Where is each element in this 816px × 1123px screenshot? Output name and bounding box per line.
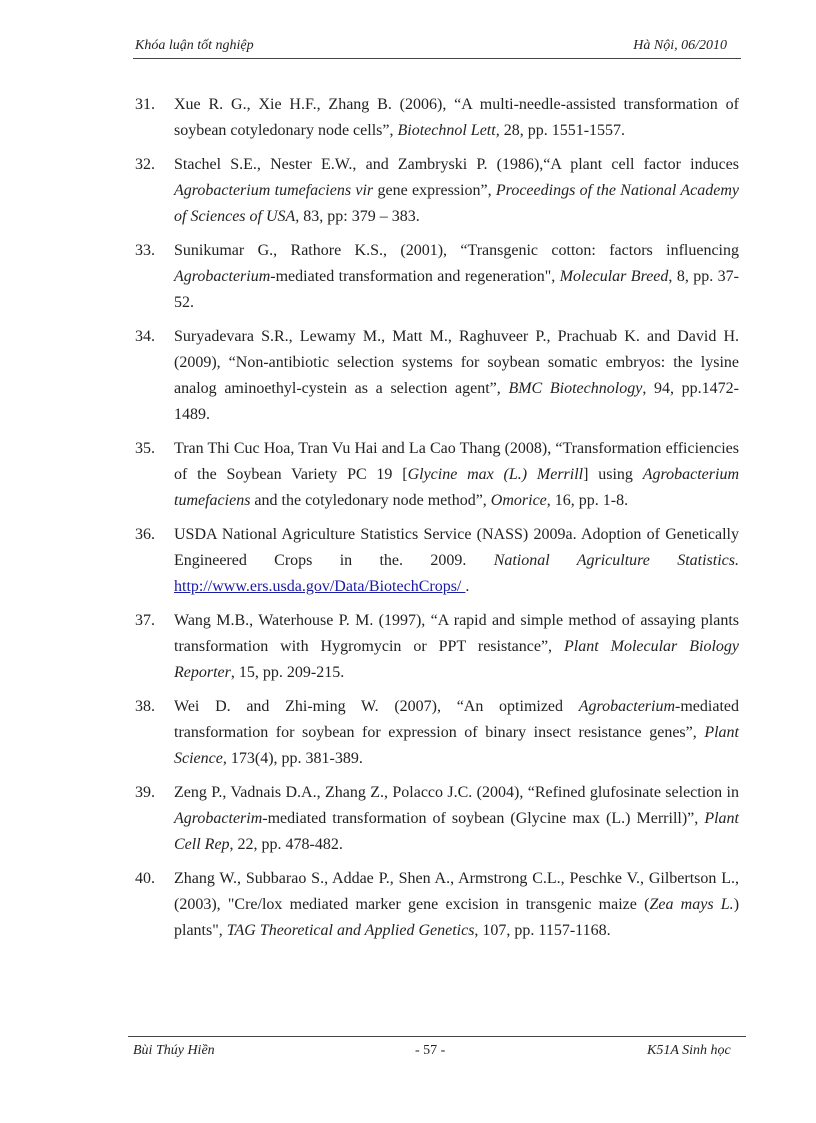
reference-list (0, 92, 816, 952)
reference-text: , 173(4), pp. 381-389. (222, 750, 363, 767)
class-name: K51A Sinh học (647, 1043, 731, 1058)
reference-text: , 8, pp. 37-52. (174, 268, 739, 311)
reference-number: 33. (135, 242, 155, 259)
reference-number: 39. (135, 784, 155, 801)
reference-text: , 22, pp. 478-482. (229, 836, 343, 853)
reference-italic-text: BMC Biotechnology (508, 380, 643, 397)
reference-item (0, 436, 739, 514)
reference-text: -mediated transformation and regeneration", (270, 268, 560, 285)
reference-text: and the cotyledonary node method”, (250, 492, 491, 509)
reference-italic-text: Biotechnol Lett, (397, 122, 500, 139)
reference-item (0, 522, 739, 600)
page-number: - 57 - (415, 1043, 446, 1058)
reference-number: 38. (135, 698, 155, 715)
reference-text: Suryadevara S.R., Lewamy M., Matt M., Raghuveer P., Prachuab K. and David H. (2009), “Non-antibiotic selection systems for soybean somatic embryos: the lysine analog aminoethyl-cystein as a selection agent”, (174, 328, 739, 397)
reference-text: -mediated transformation of soybean (Glycine max (L.) Merrill)”, (262, 810, 705, 827)
reference-text: ] using (583, 466, 643, 483)
thesis-title: Khóa luận tốt nghiệp (135, 38, 254, 53)
reference-text: Zeng P., Vadnais D.A., Zhang Z., Polacco J.C. (2004), “Refined glufosinate selection in (174, 784, 739, 801)
reference-item (0, 780, 739, 858)
reference-italic-text: Agrobacterium (174, 268, 271, 285)
reference-item (0, 608, 739, 686)
reference-text: Tran Thi Cuc Hoa, Tran Vu Hai and La Cao Thang (2008), “Transformation efficiencies of the Soybean Variety PC 19 [ (174, 440, 739, 483)
reference-italic-text: Proceedings of the National Academy of Sciences of USA, (174, 182, 739, 225)
reference-text: gene expression”, (373, 182, 496, 199)
page-header (133, 36, 741, 59)
reference-text: Sunikumar G., Rathore K.S., (2001), “Transgenic cotton: factors influencing (174, 242, 739, 259)
reference-item (0, 866, 739, 944)
reference-italic-text: Agrobacterium tumefaciens vir (174, 182, 374, 199)
reference-text: USDA National Agriculture Statistics Service (NASS) 2009a. Adoption of Genetically Engineered Crops in the. 2009. (174, 526, 739, 569)
reference-link[interactable]: http://www.ers.usda.gov/Data/BiotechCrops/ (174, 578, 466, 595)
reference-italic-text: Agrobacterim (174, 810, 263, 827)
reference-item (0, 324, 739, 428)
reference-italic-text: Molecular Breed (559, 268, 669, 285)
reference-text: . (465, 578, 470, 595)
reference-text: Wang M.B., Waterhouse P. M. (1997), “A rapid and simple method of assaying plants transformation with Hygromycin or PPT resistance”, (174, 612, 739, 655)
reference-number: 31. (135, 96, 155, 113)
reference-italic-text: Agrobacterium tumefaciens (174, 466, 739, 509)
reference-italic-text: Zea mays L. (649, 896, 734, 913)
reference-italic-text: National Agriculture Statistics. (493, 552, 740, 569)
reference-italic-text: TAG Theoretical and Applied Genetics (226, 922, 475, 939)
reference-number: 36. (135, 526, 155, 543)
reference-text: , 94, pp.1472-1489. (174, 380, 740, 423)
footer-divider (128, 1036, 746, 1037)
reference-item (0, 152, 739, 230)
reference-text: Stachel S.E., Nester E.W., and Zambryski P. (1986),“A plant cell factor induces (174, 156, 739, 173)
reference-text: , 107, pp. 1157-1168. (474, 922, 611, 939)
reference-item (0, 694, 739, 772)
reference-number: 37. (135, 612, 155, 629)
reference-text: Xue R. G., Xie H.F., Zhang B. (2006), “A multi-needle-assisted transformation of soybean cotyledonary node cells”, (174, 96, 739, 139)
reference-text: ) plants", (174, 896, 740, 939)
reference-number: 34. (135, 328, 155, 345)
reference-text: 28, pp. 1551-1557. (499, 122, 626, 139)
author-name: Bùi Thúy Hiền (133, 1043, 215, 1058)
reference-italic-text: Plant Cell Rep (174, 810, 739, 853)
place-date: Hà Nội, 06/2010 (633, 38, 727, 53)
reference-italic-text: Agrobacterium (578, 698, 676, 715)
reference-italic-text: Omorice (490, 492, 547, 509)
reference-text: 83, pp: 379 – 383. (299, 208, 420, 225)
reference-text: -mediated transformation for soybean for expression of binary insect resistance genes”, (174, 698, 739, 741)
reference-italic-text: Glycine max (L.) Merrill (407, 466, 584, 483)
reference-item (0, 238, 739, 316)
reference-number: 35. (135, 440, 155, 457)
reference-italic-text: Plant Science (174, 724, 739, 767)
reference-number: 40. (135, 870, 155, 887)
reference-text: , 15, pp. 209-215. (230, 664, 345, 681)
reference-text: Wei D. and Zhi-ming W. (2007), “An optimized (174, 698, 579, 715)
reference-text: Zhang W., Subbarao S., Addae P., Shen A., Armstrong C.L., Peschke V., Gilbertson L., (2003), "Cre/lox mediated marker gene excision in transgenic maize ( (174, 870, 739, 913)
reference-text: , 16, pp. 1-8. (546, 492, 629, 509)
reference-item (0, 92, 739, 144)
reference-italic-text: Plant Molecular Biology Reporter (174, 638, 739, 681)
reference-number: 32. (135, 156, 155, 173)
